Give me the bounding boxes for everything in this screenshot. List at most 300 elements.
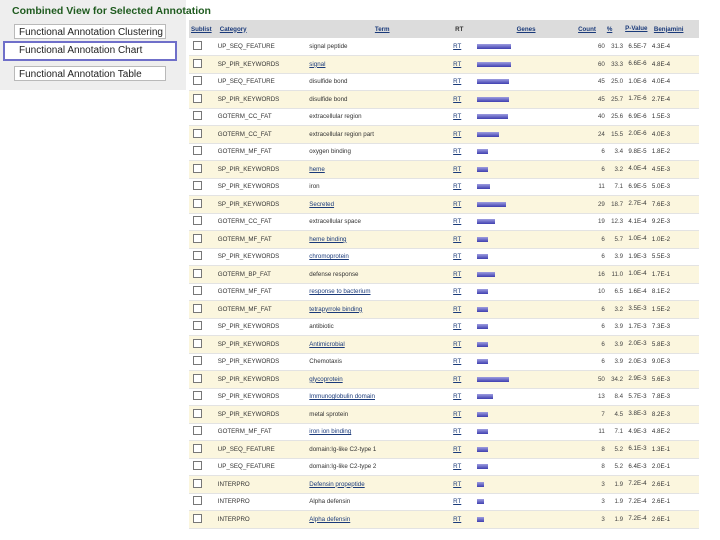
table-row <box>189 388 699 406</box>
genes-bar[interactable] <box>477 429 488 434</box>
pvalue-cell: 6.1E-3 <box>623 441 652 459</box>
row-select-cell <box>189 458 218 476</box>
pvalue-cell: 1.9E-3 <box>623 248 652 266</box>
pvalue-cell: 1.7E-3 <box>623 318 652 336</box>
related-terms-link[interactable]: RT <box>453 283 474 301</box>
table-row <box>189 178 699 196</box>
genes-cell <box>474 56 576 74</box>
genes-bar[interactable] <box>477 289 488 294</box>
row-checkbox[interactable] <box>193 181 202 190</box>
benjamini-cell: 7.6E-3 <box>652 196 699 214</box>
count-cell: 3 <box>576 476 605 494</box>
table-row <box>189 511 699 529</box>
related-terms-link[interactable]: RT <box>453 371 474 389</box>
table-row <box>189 318 699 336</box>
table-row <box>189 266 699 284</box>
benjamini-cell: 5.8E-3 <box>652 336 699 354</box>
row-checkbox[interactable] <box>193 496 202 505</box>
related-terms-link[interactable]: RT <box>453 56 474 74</box>
genes-bar[interactable] <box>477 219 495 224</box>
row-select-cell <box>189 126 218 144</box>
genes-bar[interactable] <box>477 464 488 469</box>
category-cell: GOTERM_CC_FAT <box>218 126 310 144</box>
related-terms-link[interactable]: RT <box>453 318 474 336</box>
table-header-row <box>189 20 699 38</box>
category-cell: GOTERM_MF_FAT <box>218 283 310 301</box>
table-row <box>189 441 699 459</box>
category-cell: UP_SEQ_FEATURE <box>218 458 310 476</box>
row-select-cell <box>189 476 218 494</box>
percent-cell: 25.6 <box>605 108 623 126</box>
genes-bar[interactable] <box>477 447 488 452</box>
related-terms-link[interactable]: RT <box>453 353 474 371</box>
table-row <box>189 248 699 266</box>
benjamini-cell: 1.7E-1 <box>652 266 699 284</box>
genes-cell <box>474 73 576 91</box>
category-cell: GOTERM_MF_FAT <box>218 301 310 319</box>
row-select-cell <box>189 493 218 511</box>
benjamini-cell: 4.0E-4 <box>652 73 699 91</box>
count-cell: 40 <box>576 108 605 126</box>
count-cell: 6 <box>576 353 605 371</box>
row-checkbox[interactable] <box>193 269 202 278</box>
pvalue-cell: 1.6E-4 <box>623 283 652 301</box>
benjamini-cell: 2.7E-4 <box>652 91 699 109</box>
pvalue-cell: 3.8E-3 <box>623 406 652 424</box>
category-cell: GOTERM_CC_FAT <box>218 213 310 231</box>
genes-cell <box>474 301 576 319</box>
header-category[interactable]: Category <box>219 25 247 33</box>
row-select-cell <box>189 178 218 196</box>
category-cell: SP_PIR_KEYWORDS <box>218 91 310 109</box>
genes-cell <box>474 423 576 441</box>
genes-cell <box>474 213 576 231</box>
percent-cell: 15.5 <box>605 126 623 144</box>
genes-bar[interactable] <box>477 272 495 277</box>
row-select-cell <box>189 388 218 406</box>
pvalue-cell: 3.5E-3 <box>623 301 652 319</box>
header-benjamini[interactable]: Benjamini <box>653 25 684 33</box>
percent-cell: 18.7 <box>605 196 623 214</box>
related-terms-link[interactable]: RT <box>453 143 474 161</box>
row-select-cell <box>189 353 218 371</box>
row-select-cell <box>189 56 218 74</box>
related-terms-link[interactable]: RT <box>453 388 474 406</box>
benjamini-cell: 4.0E-3 <box>652 126 699 144</box>
term-cell[interactable]: chromoprotein <box>309 248 453 266</box>
table-row <box>189 213 699 231</box>
row-checkbox[interactable] <box>193 286 202 295</box>
category-cell: SP_PIR_KEYWORDS <box>218 248 310 266</box>
count-cell: 45 <box>576 73 605 91</box>
table-row <box>189 476 699 494</box>
benjamini-cell: 1.5E-2 <box>652 301 699 319</box>
count-cell: 8 <box>576 441 605 459</box>
term-cell: antibiotic <box>309 318 453 336</box>
genes-bar[interactable] <box>477 149 488 154</box>
count-cell: 3 <box>576 493 605 511</box>
benjamini-cell: 4.3E-4 <box>652 38 699 56</box>
related-terms-link[interactable]: RT <box>453 38 474 56</box>
table-row <box>189 196 699 214</box>
genes-cell <box>474 178 576 196</box>
percent-cell: 7.1 <box>605 423 623 441</box>
term-cell[interactable]: tetrapyrrole binding <box>309 301 453 319</box>
related-terms-link[interactable]: RT <box>453 108 474 126</box>
category-cell: SP_PIR_KEYWORDS <box>218 406 310 424</box>
annotation-chart-table <box>189 20 699 529</box>
category-cell: SP_PIR_KEYWORDS <box>218 161 310 179</box>
genes-bar[interactable] <box>477 237 488 242</box>
genes-cell <box>474 91 576 109</box>
count-cell: 3 <box>576 511 605 529</box>
count-cell: 6 <box>576 161 605 179</box>
table-row <box>189 91 699 109</box>
percent-cell: 3.9 <box>605 336 623 354</box>
term-cell[interactable]: Immunoglobulin domain <box>309 388 453 406</box>
row-checkbox[interactable] <box>193 59 202 68</box>
term-cell[interactable]: Secreted <box>309 196 453 214</box>
term-cell[interactable]: glycoprotein <box>309 371 453 389</box>
row-select-cell <box>189 371 218 389</box>
genes-cell <box>474 353 576 371</box>
pvalue-cell: 2.7E-4 <box>623 196 652 214</box>
genes-bar[interactable] <box>477 167 488 172</box>
count-cell: 60 <box>576 38 605 56</box>
benjamini-cell: 4.8E-4 <box>652 56 699 74</box>
percent-cell: 12.3 <box>605 213 623 231</box>
term-cell[interactable]: signal <box>309 56 453 74</box>
percent-cell: 25.7 <box>605 91 623 109</box>
row-select-cell <box>189 231 218 249</box>
benjamini-cell: 5.6E-3 <box>652 371 699 389</box>
row-checkbox[interactable] <box>193 444 202 453</box>
term-cell[interactable]: Alpha defensin <box>309 511 453 529</box>
header-pvalue[interactable]: P-Value <box>625 25 648 32</box>
term-cell[interactable]: Antimicrobial <box>309 336 453 354</box>
row-checkbox[interactable] <box>193 409 202 418</box>
term-cell: Alpha defensin <box>309 493 453 511</box>
table-row <box>189 283 699 301</box>
row-select-cell <box>189 248 218 266</box>
row-checkbox[interactable] <box>193 199 202 208</box>
count-cell: 6 <box>576 231 605 249</box>
percent-cell: 31.3 <box>605 38 623 56</box>
pvalue-cell: 6.4E-3 <box>623 458 652 476</box>
percent-cell: 1.9 <box>605 493 623 511</box>
count-cell: 45 <box>576 91 605 109</box>
related-terms-link[interactable]: RT <box>453 336 474 354</box>
functional-annotation-clustering-link[interactable]: Functional Annotation Clustering <box>14 24 166 39</box>
term-cell[interactable]: iron ion binding <box>309 423 453 441</box>
row-select-cell <box>189 511 218 529</box>
benjamini-cell: 5.0E-3 <box>652 178 699 196</box>
genes-bar[interactable] <box>477 359 488 364</box>
row-checkbox[interactable] <box>193 76 202 85</box>
percent-cell: 8.4 <box>605 388 623 406</box>
related-terms-link[interactable]: RT <box>453 441 474 459</box>
category-cell: SP_PIR_KEYWORDS <box>218 371 310 389</box>
header-percent[interactable]: % <box>606 25 613 33</box>
category-cell: SP_PIR_KEYWORDS <box>218 196 310 214</box>
header-term[interactable]: Term <box>374 25 390 33</box>
header-sublist[interactable]: Sublist <box>191 25 212 33</box>
percent-cell: 6.5 <box>605 283 623 301</box>
related-terms-link[interactable]: RT <box>453 231 474 249</box>
row-checkbox[interactable] <box>193 461 202 470</box>
benjamini-cell: 7.8E-3 <box>652 388 699 406</box>
pvalue-cell: 2.0E-6 <box>623 126 652 144</box>
pvalue-cell: 7.2E-4 <box>623 493 652 511</box>
genes-bar[interactable] <box>477 202 506 207</box>
row-checkbox[interactable] <box>193 304 202 313</box>
related-terms-link[interactable]: RT <box>453 213 474 231</box>
related-terms-link[interactable]: RT <box>453 511 474 529</box>
term-cell: disulfide bond <box>309 91 453 109</box>
term-cell: oxygen binding <box>309 143 453 161</box>
header-count[interactable]: Count <box>578 25 596 33</box>
category-cell: SP_PIR_KEYWORDS <box>218 318 310 336</box>
related-terms-link[interactable]: RT <box>453 126 474 144</box>
genes-bar[interactable] <box>477 184 490 189</box>
category-cell: GOTERM_CC_FAT <box>218 108 310 126</box>
panel-title: Combined View for Selected Annotation <box>12 5 211 17</box>
row-checkbox[interactable] <box>193 146 202 155</box>
term-cell[interactable]: heme <box>309 161 453 179</box>
genes-cell <box>474 318 576 336</box>
pvalue-cell: 4.1E-4 <box>623 213 652 231</box>
row-checkbox[interactable] <box>193 321 202 330</box>
table-row <box>189 301 699 319</box>
genes-bar[interactable] <box>477 62 511 67</box>
row-checkbox[interactable] <box>193 216 202 225</box>
percent-cell: 3.9 <box>605 353 623 371</box>
term-cell: Chemotaxis <box>309 353 453 371</box>
term-cell: domain:Ig-like C2-type 2 <box>309 458 453 476</box>
row-select-cell <box>189 441 218 459</box>
percent-cell: 25.0 <box>605 73 623 91</box>
genes-cell <box>474 441 576 459</box>
row-select-cell <box>189 73 218 91</box>
related-terms-link[interactable]: RT <box>453 266 474 284</box>
percent-cell: 3.9 <box>605 248 623 266</box>
pvalue-cell: 6.9E-5 <box>623 178 652 196</box>
genes-cell <box>474 458 576 476</box>
row-checkbox[interactable] <box>193 479 202 488</box>
related-terms-link[interactable]: RT <box>453 423 474 441</box>
related-terms-link[interactable]: RT <box>453 248 474 266</box>
genes-bar[interactable] <box>477 307 488 312</box>
count-cell: 11 <box>576 178 605 196</box>
related-terms-link[interactable]: RT <box>453 406 474 424</box>
related-terms-link[interactable]: RT <box>453 196 474 214</box>
genes-cell <box>474 161 576 179</box>
genes-bar[interactable] <box>477 79 509 84</box>
table-row <box>189 493 699 511</box>
genes-cell <box>474 336 576 354</box>
pvalue-cell: 5.7E-3 <box>623 388 652 406</box>
category-cell: GOTERM_MF_FAT <box>218 423 310 441</box>
table-row <box>189 353 699 371</box>
pvalue-cell: 2.9E-3 <box>623 371 652 389</box>
related-terms-link[interactable]: RT <box>453 301 474 319</box>
related-terms-link[interactable]: RT <box>453 178 474 196</box>
pvalue-cell: 6.6E-6 <box>623 56 652 74</box>
table-row <box>189 73 699 91</box>
genes-cell <box>474 476 576 494</box>
genes-cell <box>474 248 576 266</box>
pvalue-cell: 1.7E-6 <box>623 91 652 109</box>
genes-bar[interactable] <box>477 517 484 522</box>
row-select-cell <box>189 143 218 161</box>
category-cell: UP_SEQ_FEATURE <box>218 38 310 56</box>
benjamini-cell: 2.0E-1 <box>652 458 699 476</box>
count-cell: 16 <box>576 266 605 284</box>
genes-cell <box>474 406 576 424</box>
percent-cell: 3.2 <box>605 161 623 179</box>
genes-bar[interactable] <box>477 499 484 504</box>
row-checkbox[interactable] <box>193 339 202 348</box>
related-terms-link[interactable]: RT <box>453 458 474 476</box>
table-body <box>189 38 699 528</box>
genes-cell <box>474 38 576 56</box>
term-cell: extracellular region part <box>309 126 453 144</box>
row-checkbox[interactable] <box>193 129 202 138</box>
row-select-cell <box>189 213 218 231</box>
genes-cell <box>474 231 576 249</box>
related-terms-link[interactable]: RT <box>453 73 474 91</box>
percent-cell: 3.2 <box>605 301 623 319</box>
row-checkbox[interactable] <box>193 164 202 173</box>
genes-bar[interactable] <box>477 324 488 329</box>
pvalue-cell: 1.0E-4 <box>623 231 652 249</box>
genes-bar[interactable] <box>477 114 508 119</box>
table-row <box>189 406 699 424</box>
benjamini-cell: 7.3E-3 <box>652 318 699 336</box>
count-cell: 10 <box>576 283 605 301</box>
genes-bar[interactable] <box>477 254 488 259</box>
genes-bar[interactable] <box>477 44 511 49</box>
row-checkbox[interactable] <box>193 426 202 435</box>
term-cell: signal peptide <box>309 38 453 56</box>
row-checkbox[interactable] <box>193 234 202 243</box>
term-cell: disulfide bond <box>309 73 453 91</box>
genes-bar[interactable] <box>477 377 509 382</box>
header-genes: Genes <box>516 25 536 33</box>
genes-bar[interactable] <box>477 412 488 417</box>
count-cell: 19 <box>576 213 605 231</box>
benjamini-cell: 9.2E-3 <box>652 213 699 231</box>
table-row <box>189 143 699 161</box>
genes-cell <box>474 108 576 126</box>
count-cell: 6 <box>576 301 605 319</box>
row-checkbox[interactable] <box>193 251 202 260</box>
category-cell: UP_SEQ_FEATURE <box>218 441 310 459</box>
genes-bar[interactable] <box>477 342 488 347</box>
related-terms-link[interactable]: RT <box>453 476 474 494</box>
genes-bar[interactable] <box>477 394 493 399</box>
row-select-cell <box>189 318 218 336</box>
percent-cell: 7.1 <box>605 178 623 196</box>
percent-cell: 11.0 <box>605 266 623 284</box>
term-cell[interactable]: response to bacterium <box>309 283 453 301</box>
category-cell: SP_PIR_KEYWORDS <box>218 178 310 196</box>
term-cell[interactable]: Defensin propeptide <box>309 476 453 494</box>
benjamini-cell: 5.5E-3 <box>652 248 699 266</box>
table-row <box>189 108 699 126</box>
genes-bar[interactable] <box>477 97 509 102</box>
row-checkbox[interactable] <box>193 111 202 120</box>
row-checkbox[interactable] <box>193 514 202 523</box>
percent-cell: 1.9 <box>605 511 623 529</box>
count-cell: 8 <box>576 458 605 476</box>
row-checkbox[interactable] <box>193 41 202 50</box>
term-cell: extracellular region <box>309 108 453 126</box>
count-cell: 13 <box>576 388 605 406</box>
related-terms-link[interactable]: RT <box>453 161 474 179</box>
related-terms-link[interactable]: RT <box>453 493 474 511</box>
percent-cell: 34.2 <box>605 371 623 389</box>
genes-cell <box>474 266 576 284</box>
row-checkbox[interactable] <box>193 391 202 400</box>
genes-cell <box>474 283 576 301</box>
genes-bar[interactable] <box>477 482 484 487</box>
row-select-cell <box>189 266 218 284</box>
count-cell: 24 <box>576 126 605 144</box>
functional-annotation-table-link[interactable]: Functional Annotation Table <box>14 66 166 81</box>
row-select-cell <box>189 91 218 109</box>
genes-cell <box>474 371 576 389</box>
percent-cell: 33.3 <box>605 56 623 74</box>
count-cell: 50 <box>576 371 605 389</box>
table-row <box>189 38 699 56</box>
pvalue-cell: 6.5E-7 <box>623 38 652 56</box>
benjamini-cell: 2.6E-1 <box>652 511 699 529</box>
benjamini-cell: 1.5E-3 <box>652 108 699 126</box>
row-select-cell <box>189 108 218 126</box>
pvalue-cell: 1.0E-4 <box>623 266 652 284</box>
benjamini-cell: 8.1E-2 <box>652 283 699 301</box>
row-select-cell <box>189 283 218 301</box>
genes-bar[interactable] <box>477 132 499 137</box>
genes-cell <box>474 126 576 144</box>
table-row <box>189 423 699 441</box>
row-checkbox[interactable] <box>193 356 202 365</box>
term-cell: metal sprotein <box>309 406 453 424</box>
count-cell: 6 <box>576 248 605 266</box>
genes-cell <box>474 493 576 511</box>
related-terms-link[interactable]: RT <box>453 91 474 109</box>
row-checkbox[interactable] <box>193 94 202 103</box>
table-row <box>189 458 699 476</box>
row-checkbox[interactable] <box>193 374 202 383</box>
pvalue-cell: 7.2E-4 <box>623 511 652 529</box>
count-cell: 60 <box>576 56 605 74</box>
term-cell[interactable]: heme binding <box>309 231 453 249</box>
header-rt: RT <box>455 25 464 33</box>
table-row <box>189 56 699 74</box>
pvalue-cell: 2.0E-3 <box>623 336 652 354</box>
benjamini-cell: 8.2E-3 <box>652 406 699 424</box>
table-row <box>189 336 699 354</box>
benjamini-cell: 9.0E-3 <box>652 353 699 371</box>
genes-cell <box>474 143 576 161</box>
functional-annotation-chart-link[interactable]: Functional Annotation Chart <box>3 41 177 61</box>
count-cell: 7 <box>576 406 605 424</box>
benjamini-cell: 4.8E-2 <box>652 423 699 441</box>
table-row <box>189 161 699 179</box>
pvalue-cell: 6.9E-6 <box>623 108 652 126</box>
